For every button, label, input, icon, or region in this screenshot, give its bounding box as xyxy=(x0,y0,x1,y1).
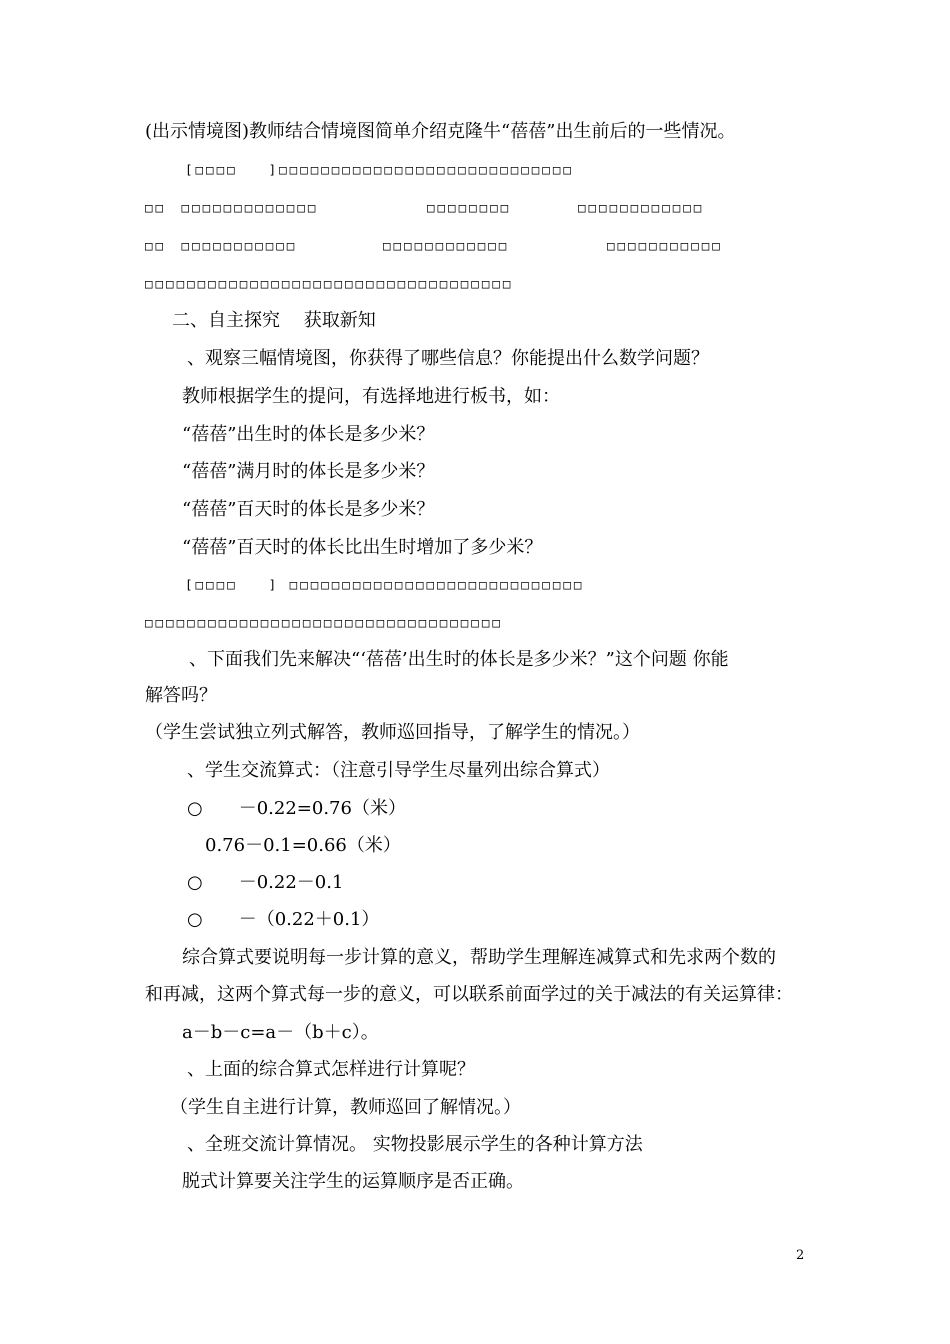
text-line: 、下面我们先来解决“‘蓓蓓’出生时的体长是多少米？”这个问题 你能 xyxy=(189,649,729,670)
formula-line: ○ －0.22－0.1 xyxy=(187,872,344,893)
text-line: 、观察三幅情境图，你获得了哪些信息？你能提出什么数学问题？ xyxy=(187,348,709,369)
formula-line: 0.76－0.1=0.66（米） xyxy=(205,835,401,856)
text-line: 教师根据学生的提问，有选择地进行板书，如： xyxy=(182,386,560,407)
text-line: 综合算式要说明每一步计算的意义，帮助学生理解连减算式和先求两个数的 xyxy=(182,947,776,968)
garbled-line: [□□□□ ] □□□□□□□□□□□□□□□□□□□□□□□□□□□□ xyxy=(185,577,585,592)
text-line: 和再减，这两个算式每一步的意义，可以联系前面学过的关于减法的有关运算律： xyxy=(145,984,793,1005)
garbled-line: [□□□□ ]□□□□□□□□□□□□□□□□□□□□□□□□□□□□ xyxy=(185,162,574,177)
text-line: (出示情境图)教师结合情境图简单介绍克隆牛“蓓蓓”出生前后的一些情况。 xyxy=(145,121,736,142)
question-line: “蓓蓓”百天时的体长是多少米？ xyxy=(182,499,435,520)
text-line: （学生自主进行计算，教师巡回了解情况。） xyxy=(170,1097,521,1118)
question-line: “蓓蓓”百天时的体长比出生时增加了多少米？ xyxy=(182,537,543,558)
text-line: 、全班交流计算情况。 实物投影展示学生的各种计算方法 xyxy=(187,1134,643,1155)
text-line: 脱式计算要关注学生的运算顺序是否正确。 xyxy=(182,1171,524,1192)
garbled-line: □□□□□□□□□□□□ xyxy=(383,238,510,253)
question-line: “蓓蓓”出生时的体长是多少米？ xyxy=(182,424,435,445)
garbled-line: □□□□□□□□□□□□ xyxy=(578,200,705,215)
garbled-line: □□ □□□□□□□□□□□□□ xyxy=(145,200,319,215)
formula-line: ○ －0.22=0.76（米） xyxy=(187,798,406,819)
garbled-line: □□□□□□□□ xyxy=(427,200,512,215)
text-line: （学生尝试独立列式解答，教师巡回指导，了解学生的情况。） xyxy=(145,722,640,743)
garbled-line: □□□□□□□□□□□□□□□□□□□□□□□□□□□□□□□□□□ xyxy=(145,615,503,630)
text-line: 、学生交流算式：（注意引导学生尽量列出综合算式） xyxy=(187,760,610,781)
formula-line: a－b－c=a－（b＋c）。 xyxy=(182,1022,379,1043)
section-heading: 二、自主探究 获取新知 xyxy=(172,310,376,331)
page-number: 2 xyxy=(796,1248,805,1263)
question-line: “蓓蓓”满月时的体长是多少米？ xyxy=(182,461,435,482)
garbled-line: □□□□□□□□□□□ xyxy=(607,238,723,253)
formula-line: ○ －（0.22＋0.1） xyxy=(187,909,380,930)
text-line: 解答吗？ xyxy=(145,685,217,706)
garbled-line: □□ □□□□□□□□□□□ xyxy=(145,238,298,253)
garbled-line: □□□□□□□□□□□□□□□□□□□□□□□□□□□□□□□□□□□ xyxy=(145,276,514,291)
text-line: 、上面的综合算式怎样进行计算呢？ xyxy=(187,1059,475,1080)
